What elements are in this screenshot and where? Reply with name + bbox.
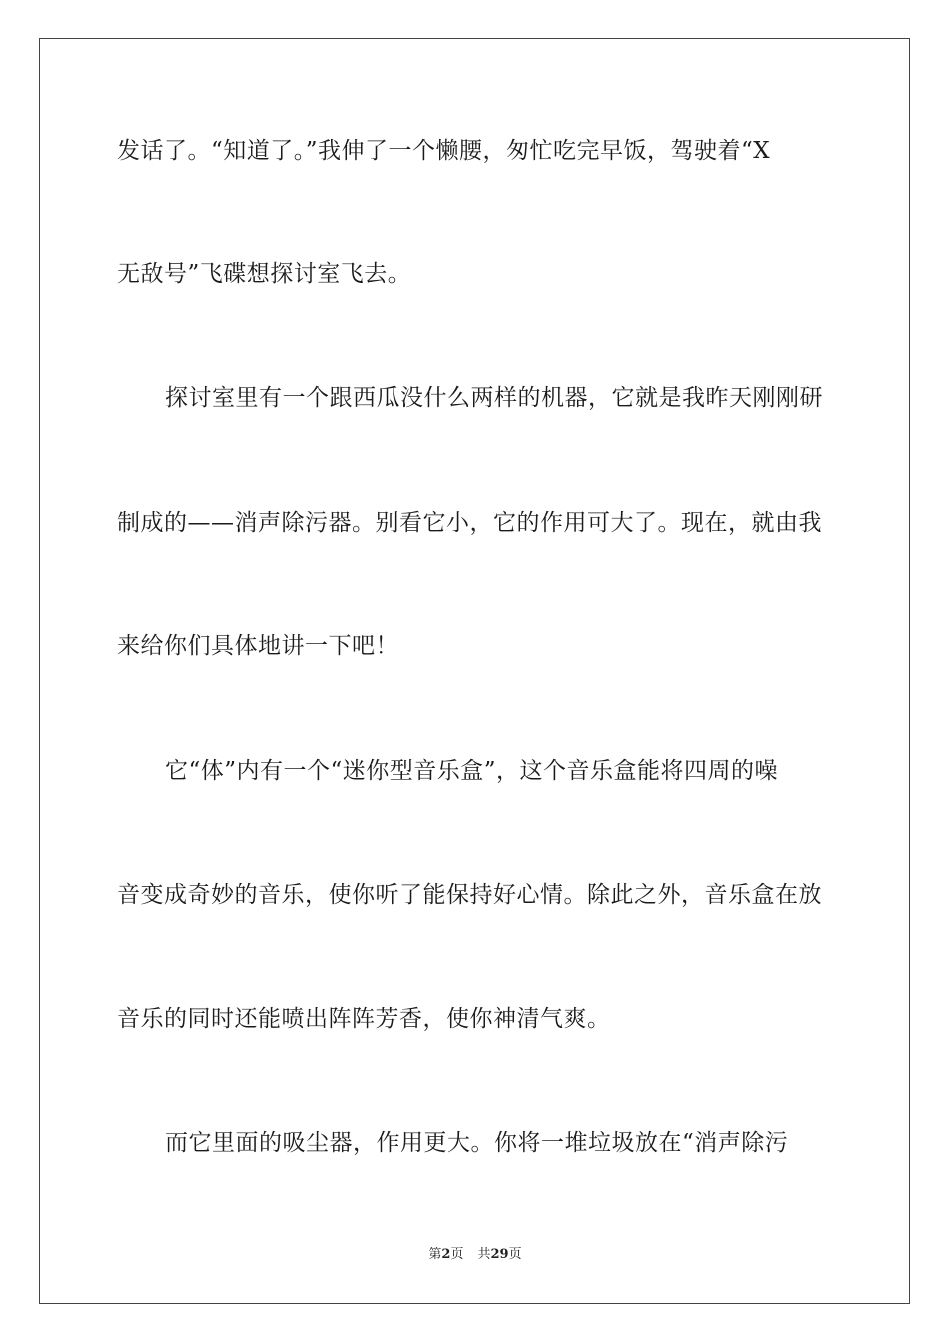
text-line-8: 音乐的同时还能喷出阵阵芳香，使你神清气爽。	[117, 1006, 611, 1032]
total-pages: 29	[490, 1247, 509, 1262]
text-line-5: 来给你们具体地讲一下吧！	[117, 633, 399, 659]
text-line-2: 无敌号”飞碟想探讨室飞去。	[117, 261, 412, 287]
text-line-6: 它“体”内有一个“迷你型音乐盒”，这个音乐盒能将四周的噪	[165, 758, 779, 784]
total-prefix: 共	[477, 1247, 491, 1262]
page-footer	[0, 1246, 950, 1264]
text-line-7: 音变成奇妙的音乐，使你听了能保持好心情。除此之外，音乐盒在放	[117, 882, 822, 908]
text-line-1: 发话了。“知道了。”我伸了一个懒腰，匆忙吃完早饭，驾驶着“X	[117, 138, 771, 164]
page-border	[39, 38, 910, 1304]
page-suffix: 页	[450, 1247, 464, 1262]
text-line-4: 制成的——消声除污器。别看它小，它的作用可大了。现在，就由我	[117, 510, 822, 536]
text-line-3: 探讨室里有一个跟西瓜没什么两样的机器，它就是我昨天刚刚研	[165, 385, 823, 411]
text-line-9: 而它里面的吸尘器，作用更大。你将一堆垃圾放在“消声除污	[165, 1130, 789, 1156]
page-number: 2	[441, 1247, 451, 1262]
page-prefix: 第	[428, 1247, 442, 1262]
total-suffix: 页	[508, 1247, 522, 1262]
